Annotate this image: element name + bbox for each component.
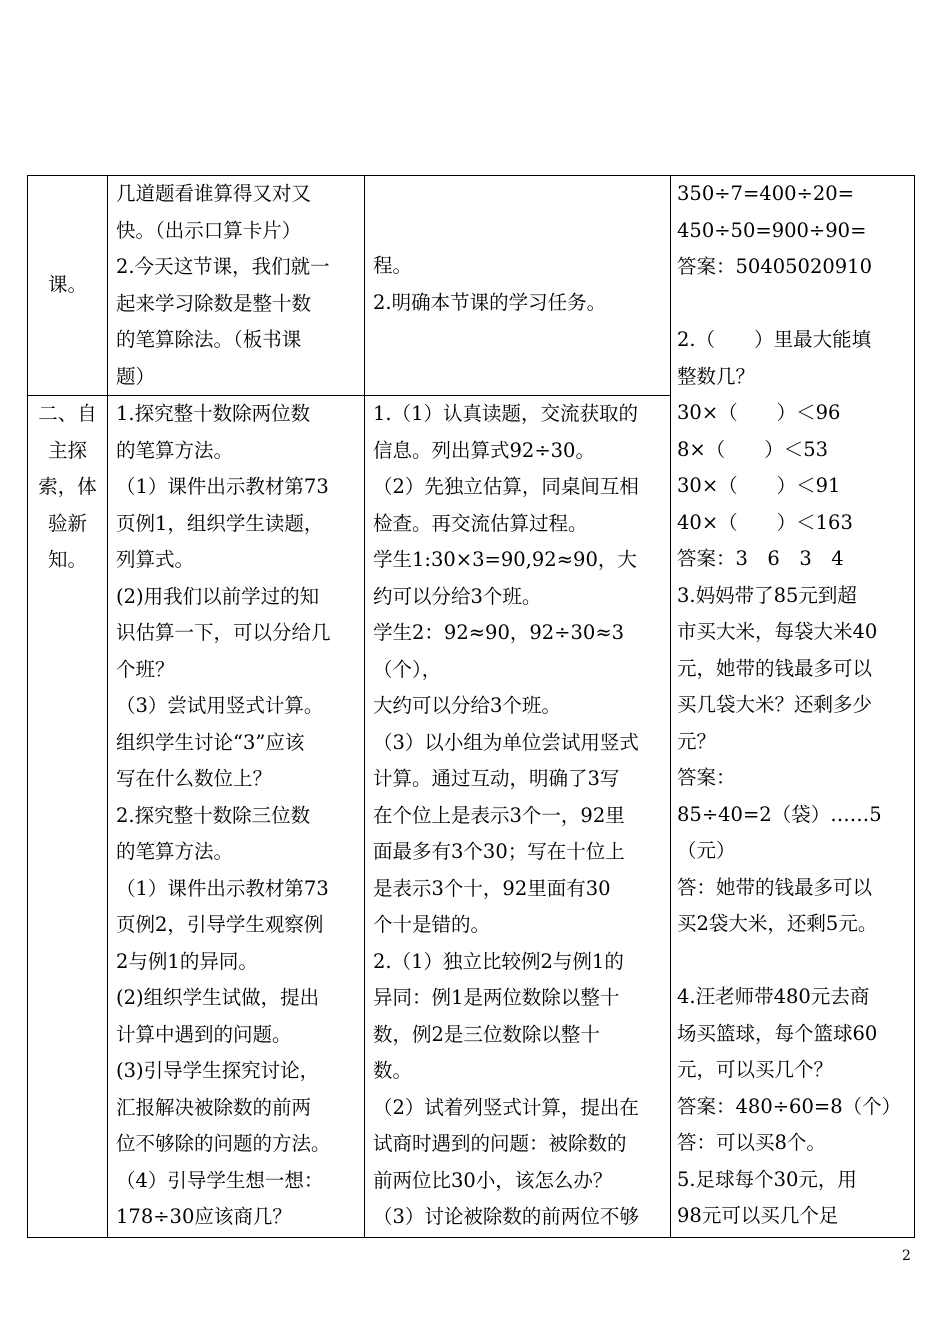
practice-line: 350÷7=400÷20= bbox=[677, 182, 855, 205]
text-line: 学生1:30×3=90,92≈90，大 bbox=[373, 548, 637, 571]
practice-line: 30×（ ）＜96 bbox=[677, 401, 841, 424]
stage-cell-explore bbox=[28, 396, 108, 1238]
text-line: 几道题看谁算得又对又 bbox=[116, 182, 312, 205]
text-line: 数，例2是三位数除以整十 bbox=[373, 1022, 600, 1046]
stage-label: 主探 bbox=[47, 438, 87, 462]
text-line: （1）课件出示教材第73 bbox=[116, 876, 329, 900]
stage-cell-intro bbox=[28, 176, 108, 396]
text-line: 异同：例1是两位数除以整十 bbox=[373, 986, 620, 1009]
table-row-intro bbox=[28, 176, 915, 396]
text-line: 位不够除的问题的方法。 bbox=[116, 1132, 331, 1155]
text-line: 约可以分给3个班。 bbox=[373, 584, 542, 608]
text-line: 的笔算方法。 bbox=[116, 438, 234, 462]
practice-line: 整数几？ bbox=[677, 364, 756, 388]
text-line: 的笔算方法。 bbox=[116, 840, 234, 863]
text-line: （1）课件出示教材第73 bbox=[116, 475, 329, 498]
stage-label: 索，体 bbox=[38, 475, 97, 498]
text-line: 计算。通过互动，明确了3写 bbox=[373, 767, 620, 790]
text-line: （2）试着列竖式计算，提出在 bbox=[373, 1095, 639, 1119]
lesson-plan-table bbox=[27, 175, 915, 1238]
practice-line: 450÷50=900÷90= bbox=[677, 218, 867, 242]
text-line: 计算中遇到的问题。 bbox=[116, 1022, 292, 1046]
teacher-activity-intro bbox=[108, 176, 365, 396]
text-line: 1.（1）认真读题，交流获取的 bbox=[373, 402, 639, 425]
practice-line: 买几袋大米？还剩多少 bbox=[677, 693, 873, 716]
blank-line bbox=[677, 943, 910, 980]
text-line: （3）尝试用竖式计算。 bbox=[116, 694, 324, 717]
text-line: 2.（1）独立比较例2与例1的 bbox=[373, 949, 624, 973]
text-line: 个十是错的。 bbox=[373, 913, 491, 936]
text-line: 信息。列出算式92÷30。 bbox=[373, 438, 595, 462]
stage-label: 课。 bbox=[47, 273, 87, 297]
practice-line: 98元可以买几个足 bbox=[677, 1204, 839, 1227]
text-line: 页例1，组织学生读题， bbox=[116, 511, 324, 535]
text-line: 2.今天这节课，我们就一 bbox=[116, 255, 330, 278]
practice-line: 答：可以买8个。 bbox=[677, 1131, 826, 1154]
text-line: 页例2，引导学生观察例 bbox=[116, 913, 324, 936]
student-activity-intro bbox=[365, 176, 671, 396]
practice-line: 8×（ ）＜53 bbox=[677, 437, 829, 461]
practice-line: 买2袋大米，还剩5元。 bbox=[677, 912, 878, 935]
text-line: 2.明确本节课的学习任务。 bbox=[373, 290, 607, 314]
practice-line: 5.足球每个30元，用 bbox=[677, 1167, 857, 1191]
text-line: （3）以小组为单位尝试用竖式 bbox=[373, 730, 639, 754]
text-line: 2与例1的异同。 bbox=[116, 949, 258, 973]
text-line: 学生2：92≈90，92÷30≈3 bbox=[373, 621, 625, 644]
text-line: 的笔算除法。（板书课 bbox=[116, 328, 302, 351]
text-line: (3)引导学生探究讨论， bbox=[116, 1059, 320, 1082]
text-line: （3）讨论被除数的前两位不够 bbox=[373, 1205, 639, 1228]
text-line: 数。 bbox=[373, 1059, 413, 1082]
text-line: 程。 bbox=[373, 254, 413, 277]
practice-line: 元？ bbox=[677, 729, 717, 753]
text-line: 检查。再交流估算过程。 bbox=[373, 511, 588, 535]
blank-line bbox=[677, 286, 910, 323]
text-line: 2.探究整十数除三位数 bbox=[116, 803, 311, 827]
text-line: 组织学生讨论“3”应该 bbox=[116, 730, 305, 754]
practice-line: 答案：480÷60=8（个） bbox=[677, 1094, 902, 1118]
page-number: 2 bbox=[902, 1248, 911, 1264]
practice-line: 答案：3 6 3 4 bbox=[677, 547, 844, 570]
text-line: 1.探究整十数除两位数 bbox=[116, 402, 311, 425]
text-line: 起来学习除数是整十数 bbox=[116, 291, 312, 315]
practice-line: （元） bbox=[677, 839, 736, 862]
text-line: 写在什么数位上？ bbox=[116, 767, 273, 790]
practice-line: 答案：50405020910 bbox=[677, 255, 872, 278]
practice-column bbox=[671, 176, 915, 1238]
practice-line: 市买大米，每袋大米40 bbox=[677, 620, 878, 643]
practice-line: 2.（ ）里最大能填 bbox=[677, 328, 872, 351]
text-line: 个班？ bbox=[116, 657, 175, 681]
student-activity-explore bbox=[365, 396, 671, 1238]
teacher-activity-explore bbox=[108, 396, 365, 1238]
practice-line: 元，她带的钱最多可以 bbox=[677, 656, 873, 680]
stage-label: 二、自 bbox=[38, 402, 97, 425]
text-line: 前两位比30小，该怎么办？ bbox=[373, 1168, 613, 1192]
stage-label: 验新 bbox=[47, 511, 87, 535]
practice-line: 85÷40=2（袋）……5 bbox=[677, 802, 882, 826]
stage-label: 知。 bbox=[47, 548, 87, 571]
text-line: 快。（出示口算卡片） bbox=[116, 218, 302, 242]
text-line: 试商时遇到的问题：被除数的 bbox=[373, 1132, 627, 1155]
practice-line: 3.妈妈带了85元到超 bbox=[677, 583, 857, 607]
practice-line: 4.汪老师带480元去商 bbox=[677, 985, 870, 1008]
text-line: (2)用我们以前学过的知 bbox=[116, 584, 320, 608]
text-line: 识估算一下，可以分给几 bbox=[116, 621, 331, 644]
text-line: 面最多有3个30；写在十位上 bbox=[373, 840, 625, 863]
text-line: 题） bbox=[116, 364, 156, 388]
text-line: 列算式。 bbox=[116, 548, 195, 571]
text-line: 大约可以分给3个班。 bbox=[373, 694, 561, 717]
practice-line: 元，可以买几个？ bbox=[677, 1058, 834, 1081]
text-line: （2）先独立估算，同桌间互相 bbox=[373, 475, 639, 498]
text-line: 是表示3个十，92里面有30 bbox=[373, 876, 611, 900]
practice-line: 30×（ ）＜91 bbox=[677, 474, 841, 497]
practice-line: 答案： bbox=[677, 766, 736, 789]
practice-line: 答：她带的钱最多可以 bbox=[677, 875, 873, 899]
text-line: (2)组织学生试做，提出 bbox=[116, 986, 320, 1009]
text-line: 在个位上是表示3个一，92里 bbox=[373, 803, 625, 827]
practice-line: 40×（ ）＜163 bbox=[677, 510, 853, 534]
practice-line: 场买篮球，每个篮球60 bbox=[677, 1021, 878, 1045]
text-line: （4）引导学生想一想： bbox=[116, 1168, 324, 1192]
text-line: （个）， bbox=[373, 657, 442, 681]
text-line: 178÷30应该商几？ bbox=[116, 1205, 292, 1228]
text-line: 汇报解决被除数的前两 bbox=[116, 1095, 312, 1119]
